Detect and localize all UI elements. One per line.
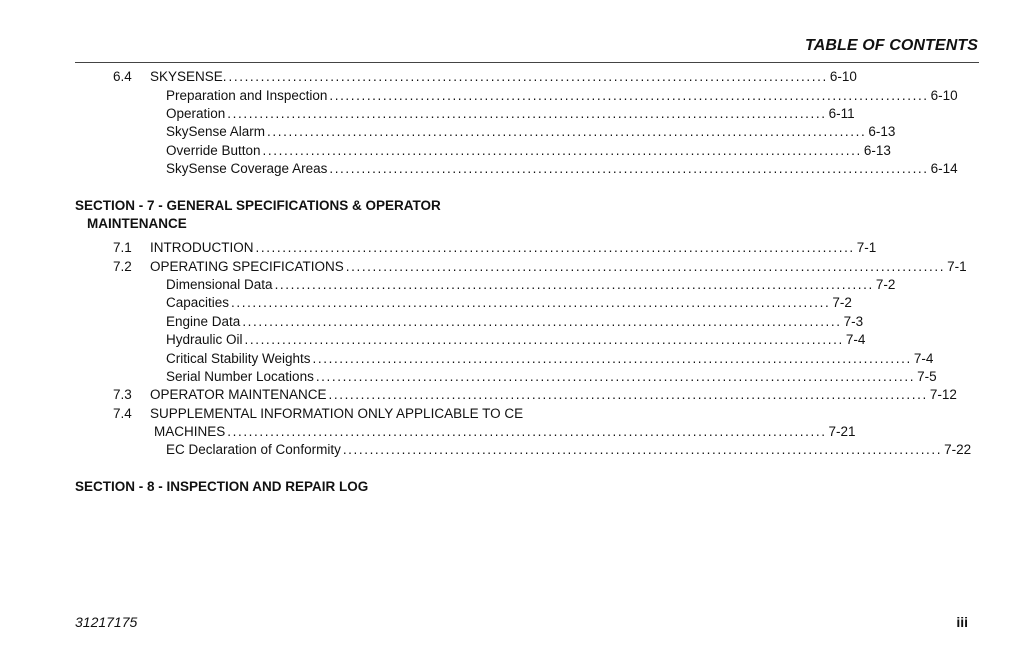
toc-entry-capacities[interactable] bbox=[166, 294, 852, 312]
section-7-heading-line2: MAINTENANCE bbox=[87, 216, 187, 231]
toc-entry-page: 7-1 bbox=[947, 259, 967, 274]
toc-entry-label: INTRODUCTION bbox=[150, 240, 254, 255]
toc-entry-label: SkySense Alarm bbox=[166, 124, 266, 139]
toc-entry-page: 7-2 bbox=[832, 295, 852, 310]
toc-entry-page: 7-1 bbox=[856, 240, 877, 255]
toc-entry-label: MACHINES bbox=[154, 424, 226, 439]
toc-leader-dots: ................................................................................................................ bbox=[227, 106, 827, 121]
toc-entry-page: 6-13 bbox=[863, 143, 891, 158]
toc-leader-dots: ................................................................................................................ bbox=[329, 161, 929, 176]
toc-leader-dots: ................................................................................................................ bbox=[227, 424, 827, 439]
toc-entry-label-line1: SUPPLEMENTAL INFORMATION ONLY APPLICABLE TO CE bbox=[150, 406, 524, 421]
toc-leader-dots: ................................................................................................................ bbox=[328, 387, 928, 402]
toc-entry-page: 6-14 bbox=[930, 161, 958, 176]
toc-leader-dots: ................................................................................................................ bbox=[244, 332, 844, 347]
toc-leader-dots: ................................................................................................................ bbox=[315, 369, 916, 384]
section-7-heading[interactable] bbox=[75, 197, 441, 233]
toc-entry-serial-number-locations[interactable] bbox=[166, 368, 937, 386]
toc-leader-dots: ................................................................................................................ bbox=[345, 259, 946, 274]
toc-entry-6-4[interactable] bbox=[113, 68, 857, 86]
toc-entry-label: Operation bbox=[166, 106, 226, 121]
toc-leader-dots: ................................................................................................................ bbox=[267, 124, 867, 139]
toc-entry-hydraulic-oil[interactable] bbox=[166, 331, 866, 349]
toc-leader-dots: ................................................................................................................ bbox=[262, 143, 862, 158]
toc-entry-label: Capacities bbox=[166, 295, 230, 310]
toc-entry-page: 7-3 bbox=[843, 314, 864, 329]
toc-entry-label: Dimensional Data bbox=[166, 277, 273, 292]
toc-entry-preparation-and-inspection[interactable] bbox=[166, 87, 958, 105]
toc-entry-page: 7-4 bbox=[845, 332, 866, 347]
toc-entry-7-1[interactable] bbox=[113, 239, 877, 257]
toc-entry-page: 7-21 bbox=[828, 424, 856, 439]
toc-entry-label: SKYSENSE. bbox=[150, 69, 227, 84]
toc-entry-label: Serial Number Locations bbox=[166, 369, 314, 384]
toc-entry-page: 6-10 bbox=[930, 88, 958, 103]
toc-entry-critical-stability-weights[interactable] bbox=[166, 350, 934, 368]
toc-entry-page: 7-4 bbox=[913, 351, 934, 366]
section-7-heading-line1: SECTION - 7 - GENERAL SPECIFICATIONS & OPERATOR bbox=[75, 198, 441, 213]
toc-entry-number: 7.2 bbox=[113, 259, 132, 274]
toc-entry-7-2[interactable] bbox=[113, 258, 967, 276]
toc-entry-page: 6-11 bbox=[828, 106, 855, 121]
toc-leader-dots: ................................................................................................................ bbox=[228, 69, 828, 84]
toc-entry-7-3[interactable] bbox=[113, 386, 957, 404]
toc-entry-ec-declaration-of-conformity[interactable] bbox=[166, 441, 972, 459]
toc-entry-label: Override Button bbox=[166, 143, 261, 158]
toc-entry-number: 7.1 bbox=[113, 240, 132, 255]
toc-entry-label: Engine Data bbox=[166, 314, 241, 329]
toc-entry-label: SkySense Coverage Areas bbox=[166, 161, 328, 176]
toc-entry-page: 7-22 bbox=[944, 442, 972, 457]
toc-entry-number: 7.4 bbox=[113, 406, 132, 421]
toc-entry-label: Critical Stability Weights bbox=[166, 351, 311, 366]
toc-entry-page: 7-5 bbox=[917, 369, 937, 384]
toc-leader-dots: ................................................................................................................ bbox=[342, 442, 943, 457]
toc-entry-engine-data[interactable] bbox=[166, 313, 864, 331]
toc-entry-dimensional-data[interactable] bbox=[166, 276, 896, 294]
toc-leader-dots: ................................................................................................................ bbox=[329, 88, 929, 103]
toc-entry-label: Hydraulic Oil bbox=[166, 332, 243, 347]
toc-leader-dots: ................................................................................................................ bbox=[255, 240, 855, 255]
toc-entry-operation[interactable] bbox=[166, 105, 855, 123]
toc-entry-label: OPERATOR MAINTENANCE bbox=[150, 387, 327, 402]
toc-entry-page: 6-10 bbox=[829, 69, 857, 84]
toc-entry-7-4[interactable] bbox=[113, 405, 856, 443]
page-number: iii bbox=[956, 614, 968, 630]
section-8-heading[interactable]: SECTION - 8 - INSPECTION AND REPAIR LOG bbox=[75, 479, 369, 494]
toc-leader-dots: ................................................................................................................ bbox=[274, 277, 874, 292]
document-number: 31217175 bbox=[75, 614, 138, 630]
toc-entry-page: 6-13 bbox=[868, 124, 896, 139]
toc-entry-override-button[interactable] bbox=[166, 142, 891, 160]
toc-entry-label: Preparation and Inspection bbox=[166, 88, 328, 103]
toc-entry-number: 7.3 bbox=[113, 387, 132, 402]
toc-entry-skysense-alarm[interactable] bbox=[166, 123, 896, 141]
toc-entry-number: 6.4 bbox=[113, 69, 132, 84]
toc-entry-skysense-coverage-areas[interactable] bbox=[166, 160, 958, 178]
toc-entry-page: 7-12 bbox=[929, 387, 957, 402]
toc-entry-label: OPERATING SPECIFICATIONS bbox=[150, 259, 344, 274]
toc-entry-label: EC Declaration of Conformity bbox=[166, 442, 341, 457]
page-header-title: TABLE OF CONTENTS bbox=[805, 37, 978, 54]
toc-leader-dots: ................................................................................................................ bbox=[312, 351, 912, 366]
toc-leader-dots: ................................................................................................................ bbox=[242, 314, 842, 329]
toc-leader-dots: ................................................................................................................ bbox=[231, 295, 831, 310]
toc-entry-page: 7-2 bbox=[875, 277, 896, 292]
